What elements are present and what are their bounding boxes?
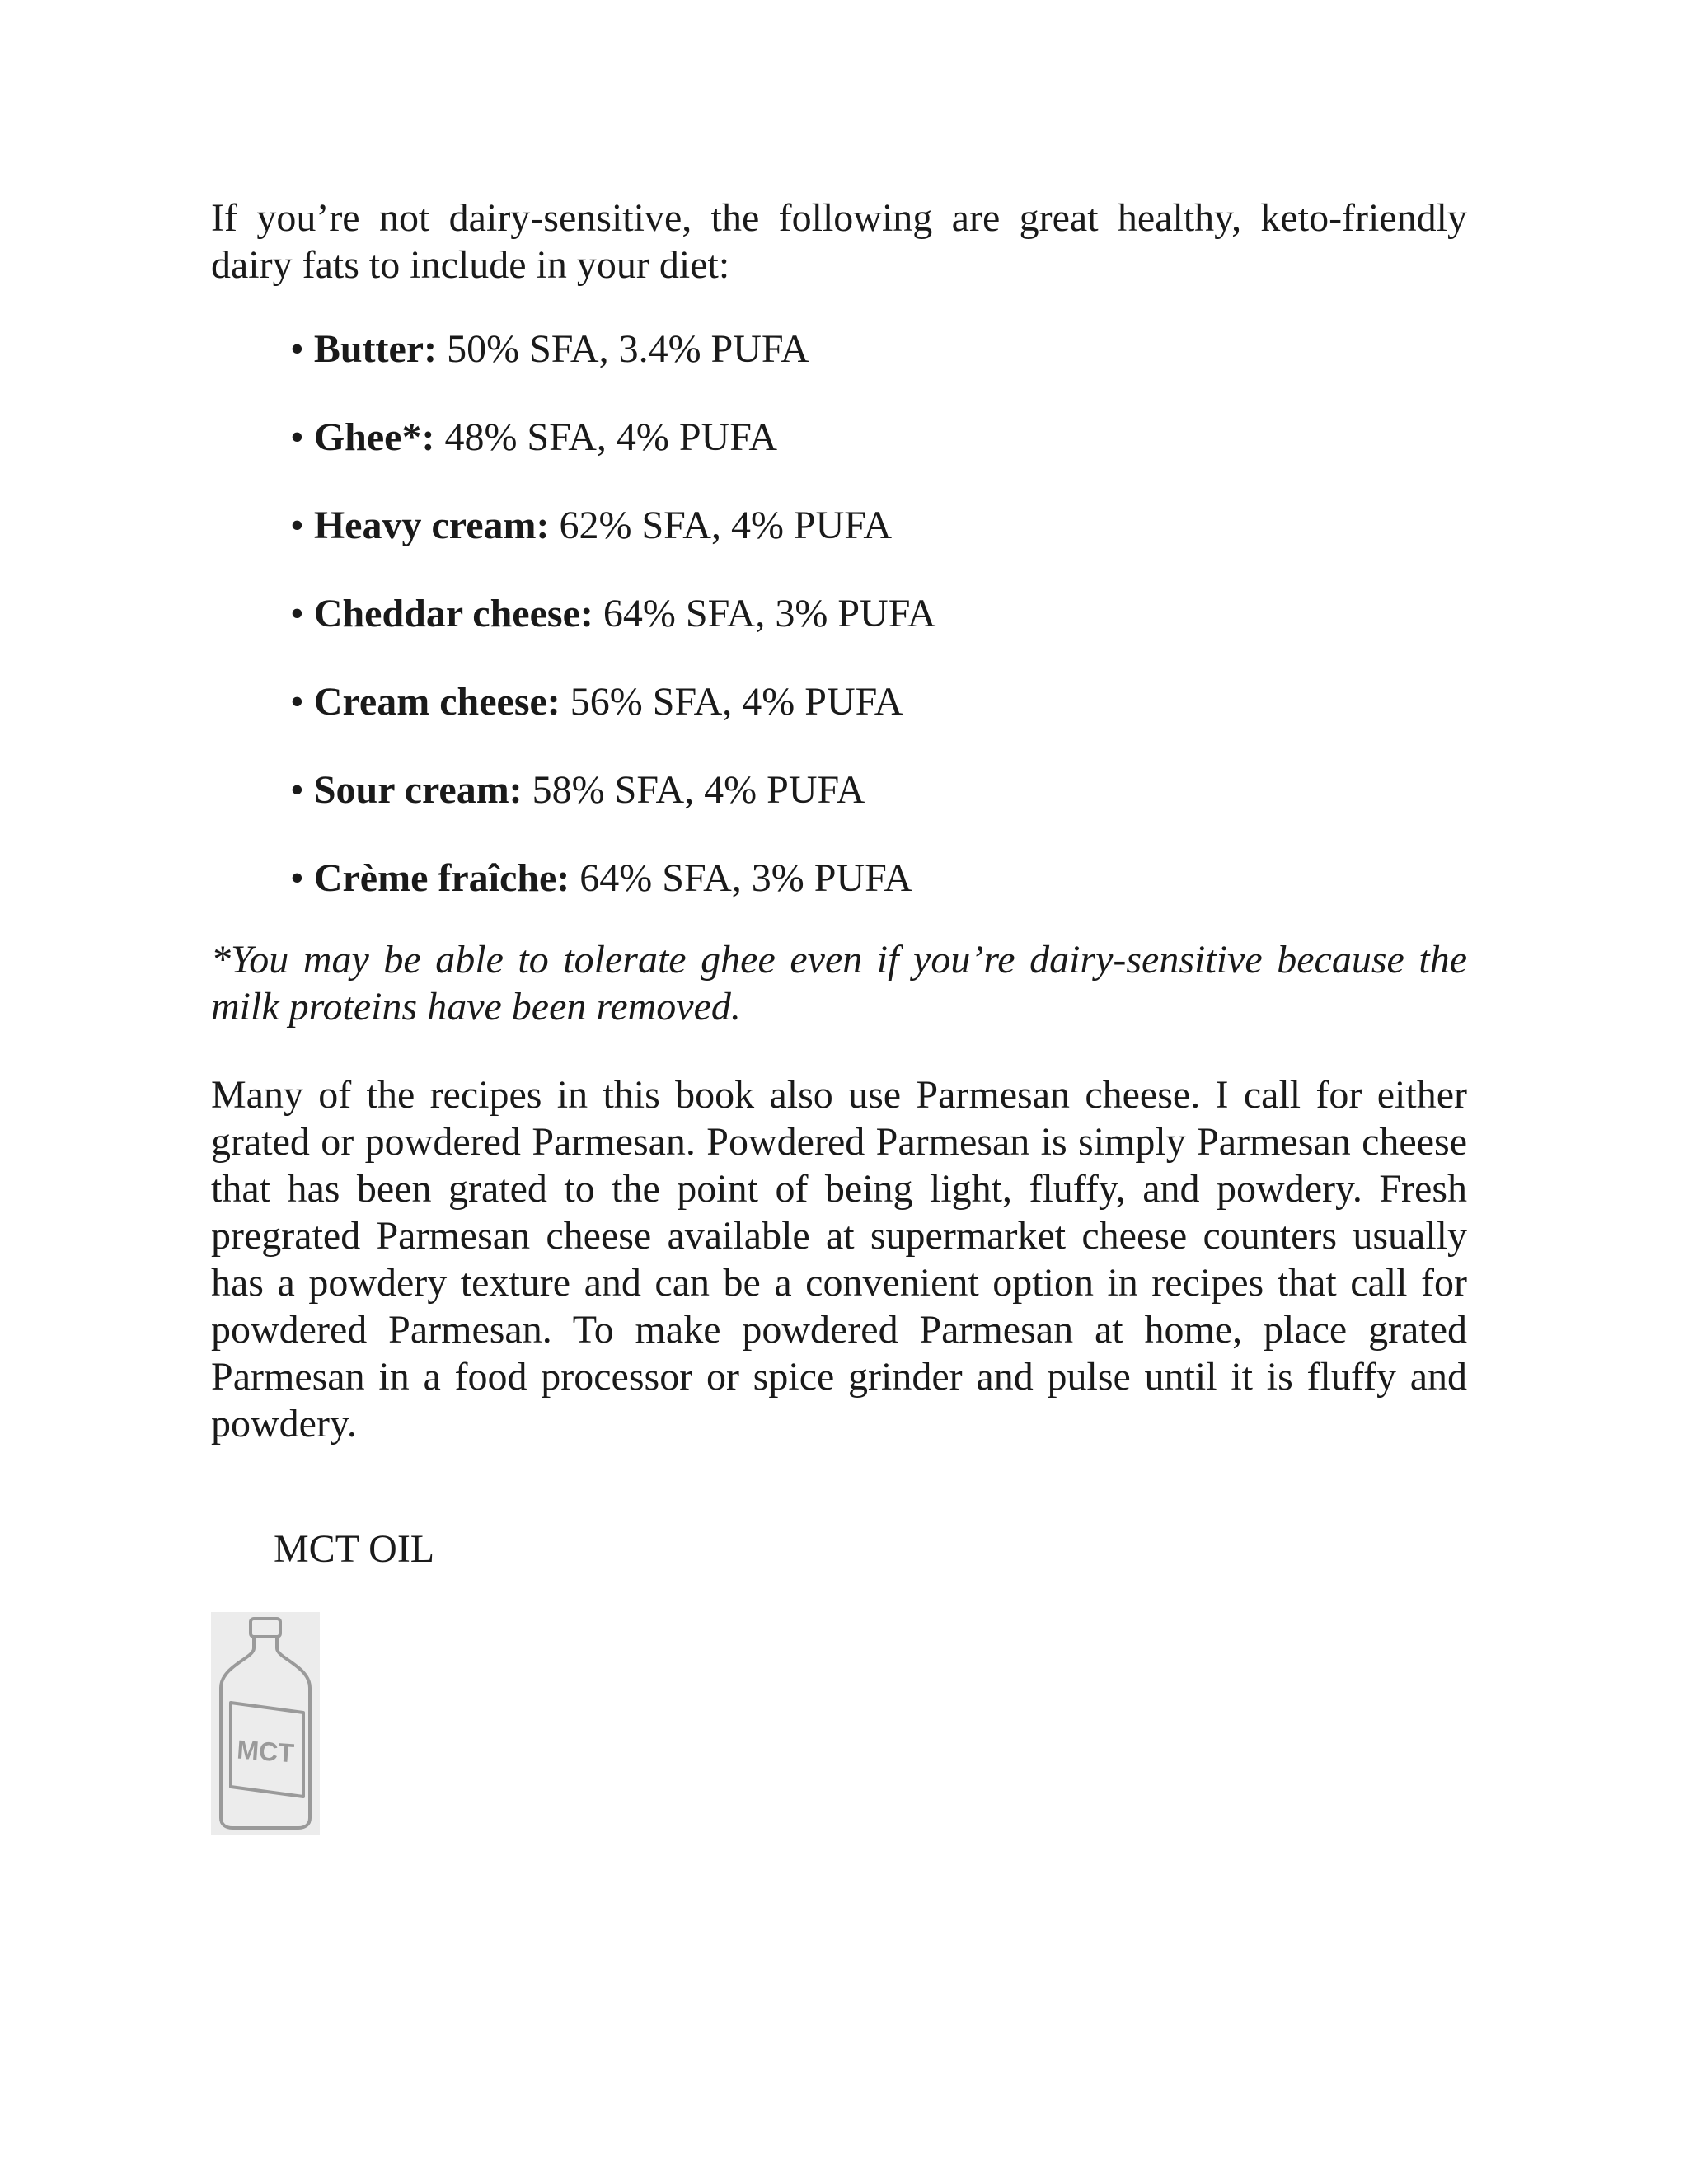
bullet: •	[290, 504, 304, 547]
bullet: •	[290, 768, 304, 812]
list-item	[290, 855, 1467, 902]
bullet: •	[290, 856, 304, 900]
bullet: •	[290, 327, 304, 371]
mct-bottle-icon	[211, 1612, 320, 1835]
section-heading: MCT OIL	[274, 1527, 435, 1571]
bottle-label: MCT	[236, 1734, 295, 1769]
bullet: •	[290, 592, 304, 635]
ghee-footnote: *You may be able to tolerate ghee even if you’re dairy-sensitive because the milk proteins have been removed.	[211, 938, 1467, 1029]
fat-name: Cheddar cheese:	[313, 592, 593, 635]
list-item	[290, 502, 1467, 549]
fat-detail: 62% SFA, 4% PUFA	[549, 504, 893, 547]
page-content	[211, 194, 1467, 1835]
list-item	[290, 590, 1467, 637]
list-item	[290, 678, 1467, 725]
fat-name: Butter:	[313, 327, 438, 371]
parmesan-paragraph: Many of the recipes in this book also use Parmesan cheese. I call for either grated or powdered Parmesan. Powdered Parmesan is simply Parmesan cheese that has been grated to the point of being light, fluffy, and powdery. Fresh pregrated Parmesan cheese available at supermarket cheese counters usually has a powdery texture and can be a convenient option in recipes that call for powdered Parmesan. To make powdered Parmesan at home, place grated Parmesan in a food processor or spice grinder and pulse until it is fluffy and powdery.	[211, 1073, 1467, 1446]
fat-name: Sour cream:	[313, 768, 523, 812]
fat-name: Crème fraîche:	[313, 856, 570, 900]
fat-name: Cream cheese:	[313, 680, 560, 724]
bullet: •	[290, 680, 304, 724]
fat-detail: 64% SFA, 3% PUFA	[570, 856, 912, 900]
fat-detail: 58% SFA, 4% PUFA	[522, 768, 865, 812]
fat-name: Heavy cream:	[313, 504, 550, 547]
intro-paragraph: If you’re not dairy-sensitive, the following are great healthy, keto-friendly dairy fats to include in your diet:	[211, 196, 1467, 287]
bullet: •	[290, 415, 304, 459]
fat-detail: 50% SFA, 3.4% PUFA	[437, 327, 809, 371]
list-item	[290, 766, 1467, 813]
fat-detail: 64% SFA, 3% PUFA	[593, 592, 936, 635]
fat-detail: 56% SFA, 4% PUFA	[560, 680, 903, 724]
list-item	[290, 326, 1467, 373]
fat-detail: 48% SFA, 4% PUFA	[434, 415, 778, 459]
list-item	[290, 414, 1467, 461]
fat-name: Ghee*:	[313, 415, 435, 459]
dairy-fat-list	[211, 326, 1467, 902]
